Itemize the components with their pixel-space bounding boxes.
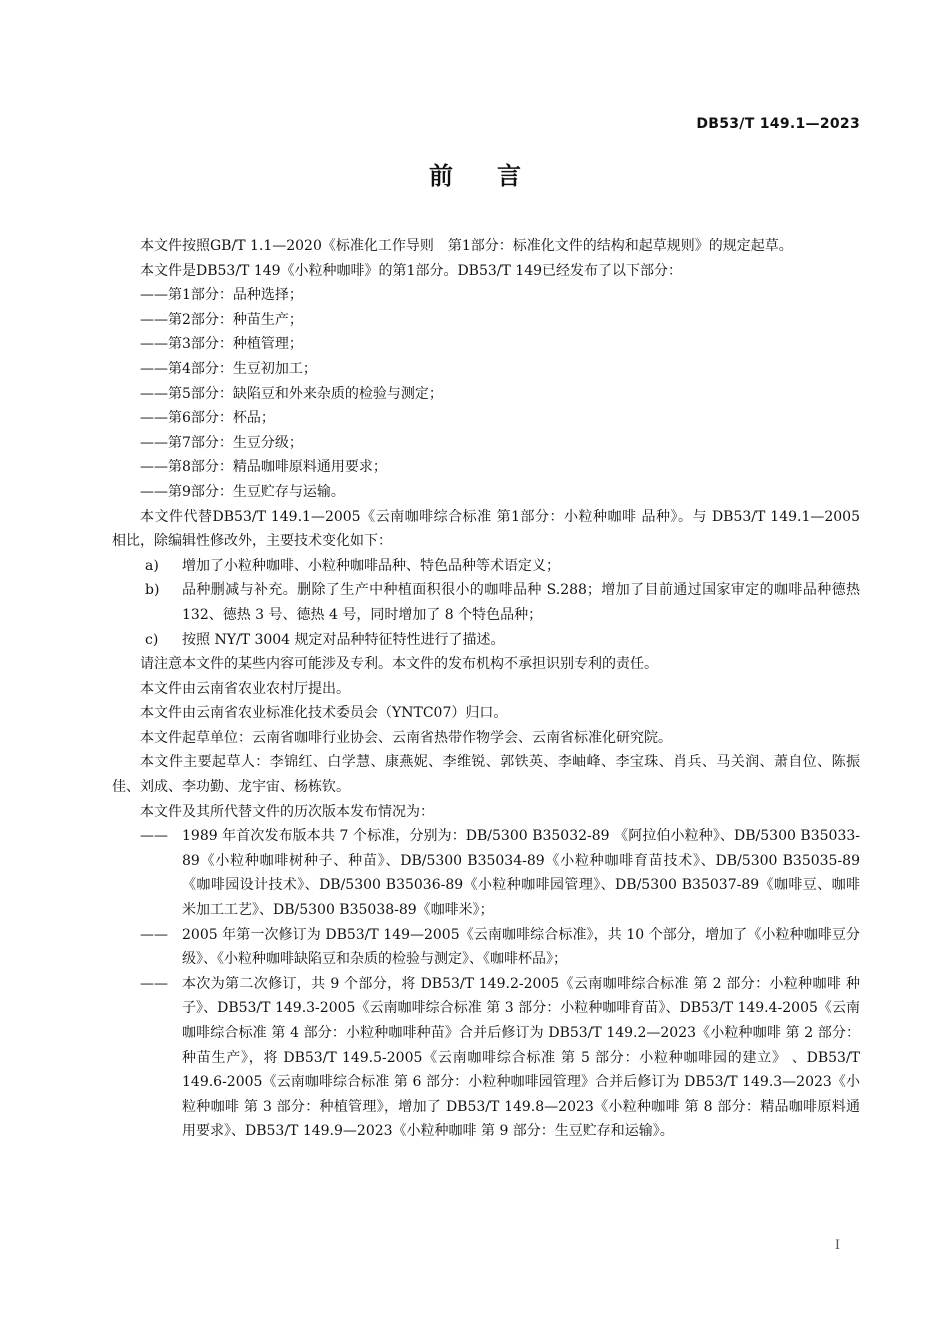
change-text: 按照 NY/T 3004 规定对品种特征特性进行了描述。	[182, 631, 505, 648]
list-marker: b)	[145, 582, 160, 599]
part-item: ——第7部分：生豆分级；	[140, 434, 303, 451]
paragraph-committee: 本文件由云南省农业标准化技术委员会（YNTC07）归口。	[140, 705, 508, 722]
dash-marker: ——	[140, 926, 168, 943]
paragraph-series-intro: 本文件是DB53/T 149《小粒种咖啡》的第1部分。DB53/T 149已经发布了以下部分：	[140, 262, 683, 279]
page-title	[0, 156, 950, 191]
paragraph-history-intro: 本文件及其所代替文件的历次版本发布情况为：	[140, 803, 434, 820]
title-char-2: 言	[497, 162, 521, 190]
change-text: 增加了小粒种咖啡、小粒种咖啡品种、特色品种等术语定义；	[182, 557, 560, 574]
paragraph-proposer: 本文件由云南省农业农村厅提出。	[140, 680, 350, 697]
history-item	[112, 824, 860, 922]
document-code: DB53/T 149.1—2023	[696, 116, 860, 132]
dash-marker: ——	[140, 975, 168, 992]
change-item	[112, 554, 860, 579]
paragraph-patent-notice: 请注意本文件的某些内容可能涉及专利。本文件的发布机构不承担识别专利的责任。	[140, 656, 658, 673]
part-item: ——第9部分：生豆贮存与运输。	[140, 483, 345, 500]
history-item	[112, 972, 860, 1144]
part-item: ——第3部分：种植管理；	[140, 336, 303, 353]
change-item	[112, 628, 860, 653]
history-text: 本次为第二次修订，共 9 个部分，将 DB53/T 149.2-2005《云南咖啡综合标准 第 2 部分：小粒种咖啡 种子》、DB53/T 149.3-2005《云南咖啡综合标准 第 3 部分：小粒种咖啡育苗》、DB53/T 149.4-2005《云南咖啡综合标准 第 4 部分：小粒种咖啡种苗》合并后修订为 DB53/T 149.2—2023《小粒种咖啡 第 2 部分：种苗生产》，将 DB53/T 149.5-2005《云南咖啡综合标准 第 5 部分：小粒种咖啡园的建立》 、DB53/T 149.6-2005《云南咖啡综合标准 第 6 部分：小粒种咖啡园管理》合并后修订为 DB53/T 149.3—2023《小粒种咖啡 第 3 部分：种植管理》，增加了 DB53/T 149.8—2023《小粒种咖啡 第 8 部分：精品咖啡原料通用要求》、DB53/T 149.9—2023《小粒种咖啡 第 9 部分：生豆贮存和运输》。	[182, 975, 860, 1140]
paragraph-drafting-basis: 本文件按照GB/T 1.1—2020《标准化工作导则 第1部分：标准化文件的结构和起草规则》的规定起草。	[140, 238, 793, 254]
part-item: ——第1部分：品种选择；	[140, 287, 303, 304]
change-item	[112, 578, 860, 627]
part-item: ——第6部分：杯品；	[140, 410, 275, 427]
dash-marker: ——	[140, 828, 168, 845]
history-text: 2005 年第一次修订为 DB53/T 149—2005《云南咖啡综合标准》，共 10 个部分，增加了《小粒种咖啡豆分级》、《小粒种咖啡缺陷豆和杂质的检验与测定》、《咖啡杯品》；	[182, 926, 860, 968]
history-item	[112, 923, 860, 972]
title-char-1: 前	[429, 162, 453, 190]
foreword-body	[112, 234, 860, 1144]
part-item: ——第8部分：精品咖啡原料通用要求；	[140, 459, 387, 476]
list-marker: a)	[145, 557, 159, 574]
paragraph-replacement: 本文件代替DB53/T 149.1—2005《云南咖啡综合标准 第1部分：小粒种咖啡 品种》。与 DB53/T 149.1—2005 相比，除编辑性修改外，主要技术变化如下：	[112, 508, 860, 550]
part-item: ——第2部分：种苗生产；	[140, 311, 303, 328]
page-number: I	[834, 1238, 840, 1253]
paragraph-drafting-units: 本文件起草单位：云南省咖啡行业协会、云南省热带作物学会、云南省标准化研究院。	[140, 729, 672, 746]
part-item: ——第5部分：缺陷豆和外来杂质的检验与测定；	[140, 385, 443, 402]
paragraph-drafters: 本文件主要起草人：李锦红、白学慧、康燕妮、李维锐、郭铁英、李岫峰、李宝珠、肖兵、马关润、萧自位、陈振佳、刘成、李功勤、龙宇宙、杨栋钦。	[112, 754, 860, 796]
change-text: 品种删减与补充。删除了生产中种植面积很小的咖啡品种 S.288；增加了目前通过国家审定的咖啡品种德热 132、德热 3 号、德热 4 号，同时增加了 8 个特色品种；	[182, 582, 860, 623]
list-marker: c)	[145, 631, 159, 648]
part-item: ——第4部分：生豆初加工；	[140, 360, 317, 377]
history-text: 1989 年首次发布版本共 7 个标准，分别为：DB/5300 B35032-89 《阿拉伯小粒种》、DB/5300 B35033-89《小粒种咖啡树种子、种苗》、DB/5300 B35034-89《小粒种咖啡育苗技术》、DB/5300 B35035-89《咖啡园设计技术》、DB/5300 B35036-89《小粒种咖啡园管理》、DB/5300 B35037-89《咖啡豆、咖啡米加工工艺》、DB/5300 B35038-89《咖啡米》；	[182, 828, 860, 919]
